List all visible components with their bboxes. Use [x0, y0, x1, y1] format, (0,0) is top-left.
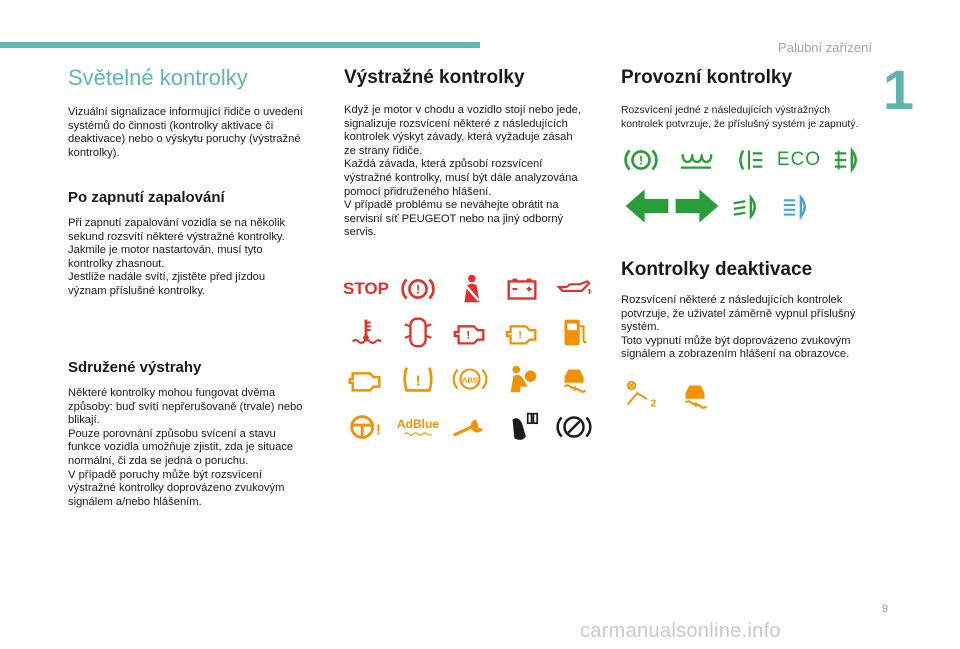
engine-malfunction-icon: [345, 362, 387, 396]
rear-foglamp-icon: [728, 143, 770, 177]
svg-text:ABS: ABS: [461, 375, 479, 385]
top-accent-bar: [0, 42, 480, 48]
heading-ignition: Po zapnutí zapalování: [68, 189, 225, 206]
svg-text:!: !: [518, 329, 522, 342]
airbag-deactivated-icon: [620, 378, 662, 412]
svg-text:!: !: [415, 372, 421, 390]
eco-mode-icon: ECO: [776, 149, 822, 170]
dipped-beam-icon: [728, 190, 770, 224]
electric-parking-brake-icon: [553, 410, 595, 444]
column-indicator-lights: [68, 64, 326, 160]
deactivation-lights-title: Kontrolky deaktivace: [621, 259, 813, 280]
airbag-icon: [501, 362, 543, 396]
svg-text:!: !: [466, 329, 470, 342]
service-wrench-icon: [449, 410, 491, 444]
right-indicator-icon: [670, 186, 724, 226]
stop-icon: STOP: [343, 279, 389, 298]
svg-text:!: !: [638, 153, 644, 168]
svg-text:!: !: [415, 282, 421, 297]
seatbelt-icon: [449, 272, 491, 306]
section-header: Palubní zařízení: [778, 40, 872, 55]
page-title: Světelné kontrolky: [68, 65, 248, 90]
main-beam-icon: [778, 190, 820, 224]
engine-fault-orange-icon: [501, 315, 543, 349]
svg-text:!: !: [375, 421, 381, 439]
ignition-text: Při zapnutí zapalování vozidla se na několik sekund rozsvítí některé výstražné kontrolky. Jakmile je motor nastartován, musí tyto kontrolky zhasnout. Jestliže nadále svítí, zjistěte před jízdou význam příslušné kontrolky.: [68, 217, 286, 297]
brake-pedal-required-icon: [620, 143, 662, 177]
front-foglamp-icon: [829, 143, 871, 177]
engine-fault-red-icon: [449, 315, 491, 349]
brake-warning-icon: [397, 272, 439, 306]
svg-text:2: 2: [650, 398, 657, 410]
stability-control-off-icon: [674, 378, 716, 412]
combined-warnings-text: Některé kontrolky mohou fungovat dvěma způsoby: buď svítí nepřerušovaně (trvale) nebo blikají. Pouze porovnání způsobu svícení a stavu funkce vozidla umožňuje zjistit, zda je situace normální, či zda se jedná o poruchu. V případě poruchy může být rozsvícení výstražné kontrolky doprovázeno zvukovým signálem a/nebo hlášením.: [68, 387, 303, 508]
watermark: carmanualsonline.info: [580, 620, 781, 642]
operating-lights-text: Rozsvícení jedné z následujících výstražných kontrolek potvrzuje, že příslušný systém je zapnutý.: [621, 105, 859, 130]
left-indicator-icon: [620, 186, 674, 226]
chapter-number: 1: [882, 58, 914, 121]
column-operating-lights: [621, 64, 883, 131]
intro-text: Vizuální signalizace informující řidiče o uvedení systémů do činnosti (kontrolky aktivace či deaktivace) nebo o výskytu poruchy (výstražné kontrolky).: [68, 106, 303, 159]
warning-lights-title: Výstražné kontrolky: [344, 67, 525, 88]
foot-on-brake-icon: [501, 410, 543, 444]
oil-pressure-icon: [553, 272, 595, 306]
deactivation-lights-text: Rozsvícení některé z následujících kontrolek potvrzuje, že uživatel záměrně vypnul příslušný systém. Toto vypnutí může být doprovázeno zvukovým signálem a zobrazením hlášení na obrazovce.: [621, 294, 856, 361]
abs-icon: [449, 362, 491, 396]
low-fuel-icon: [553, 315, 595, 349]
adblue-icon: AdBlue: [397, 410, 439, 444]
door-open-icon: [397, 315, 439, 349]
battery-icon: [501, 272, 543, 306]
operating-lights-title: Provozní kontrolky: [621, 67, 793, 88]
stability-control-icon: [553, 362, 595, 396]
coolant-temperature-icon: [345, 315, 387, 349]
page-number: 9: [881, 603, 888, 615]
tyre-pressure-icon: [397, 362, 439, 396]
heading-combined-warnings: Sdružené výstrahy: [68, 359, 202, 376]
warning-lights-text: Když je motor v chodu a vozidlo stojí nebo jede, signalizuje rozsvícení některé z následujících kontrolek výskyt závady, která vyžaduje zásah ze strany řidiče. Každá závada, která způsobí rozsvícení výstražné kontrolky, musí být dále analyzována pomocí přidruženého hlášení. V případě problému se neváhejte obrátit na servisní síť PEUGEOT nebo na jiný odborný servis.: [344, 104, 581, 239]
power-steering-icon: [345, 410, 387, 444]
preheating-icon: [675, 143, 717, 177]
column-warning-lights: [344, 64, 604, 240]
